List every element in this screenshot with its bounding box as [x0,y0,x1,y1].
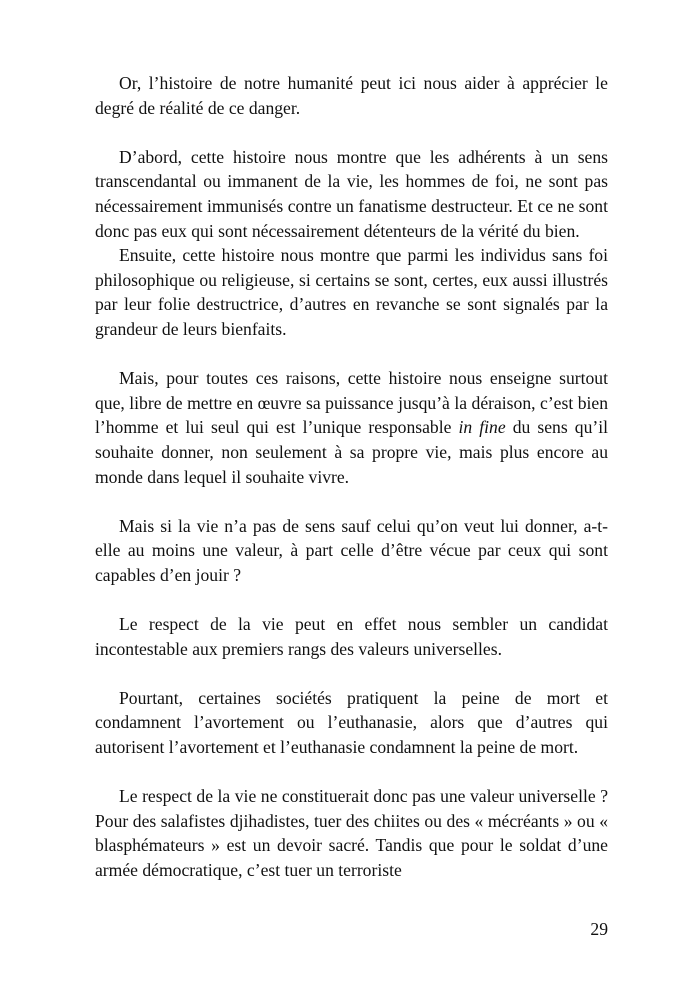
paragraph-text-after-italic: du sens qu’il souhaite donner, non seulement à sa propre vie, mais plus encore au monde dans lequel il souhaite vivre. [95,417,609,487]
paragraph-history-danger: Or, l’histoire de notre humanité peut ici nous aider à apprécier le degré de réalité de ce danger. [95,73,608,118]
paragraph-first-point: D’abord, cette histoire nous montre que les adhérents à un sens transcendantal ou immanent de la vie, les hommes de foi, ne sont pas nécessairement immunisés contre un fanatisme destructeur. Et ce ne sont donc pas eux qui sont nécessairement détenteurs de la vérité du bien. [95,146,608,241]
page-body [95,71,608,883]
page-number: 29 [590,919,608,939]
paragraph-value-of-life: Mais si la vie n’a pas de sens sauf celui qu’on veut lui donner, a-t-elle au moins une valeur, à part celle d’être vécue par ceux qui sont capables d’en jouir ? [95,515,608,585]
paragraph-universal-value-question: Le respect de la vie ne constituerait donc pas une valeur universelle ? Pour des salafistes djihadistes, tuer des chiites ou des « mécréants » ou « blasphémateurs » est un devoir sacré. Tandis que pour le soldat d’une armée démocratique, c’est tuer un terroriste [95,786,608,880]
paragraph-societies-contrast: Pourtant, certaines sociétés pratiquent la peine de mort et condamnent l’avortement ou l’euthanasie, alors que d’autres qui autorisent l’avortement et l’euthanasie condamnent la peine de mort. [95,687,608,758]
paragraph-second-point: Ensuite, cette histoire nous montre que parmi les individus sans foi philosophique ou religieuse, si certains se sont, certes, eux aussi illustrés par leur folie destructrice, d’autres en revanche se sont signalés par la grandeur de leurs bienfaits. [95,245,608,339]
paragraph-respect-for-life: Le respect de la vie peut en effet nous sembler un candidat incontestable aux premiers rangs des valeurs universelles. [95,614,608,659]
italic-phrase: in fine [458,417,506,438]
paragraph-text-before-italic: Mais, pour toutes ces raisons, cette histoire nous enseigne surtout que, libre de mettre en œuvre sa puissance jusqu’à la déraison, c’est bien l’homme et lui seul qui est l’unique responsable [95,368,608,438]
paragraph-human-responsibility [95,366,608,489]
